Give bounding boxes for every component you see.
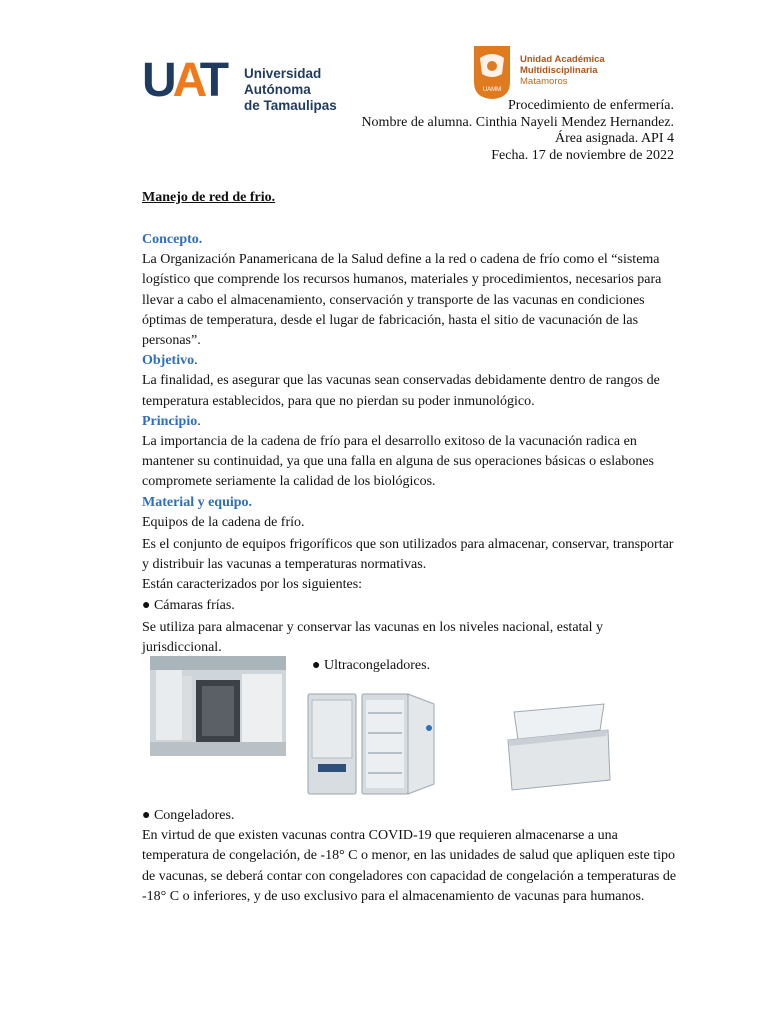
uamm-logo-text: Unidad Académica Multidisciplinaria Matamoros bbox=[520, 54, 605, 87]
objetivo-heading-line: Objetivo. bbox=[142, 353, 198, 369]
concepto-text: La Organización Panamericana de la Salud define a la red o cadena de frío como el “sistema logístico que comprende los recursos humanos, materiales y procedimientos, necesarios para llevar a cabo el almacenamiento, conservación y transporte de las vacunas en condiciones óptimas de temperatura, desde el lugar de fabricación, hasta el sitio de vacunación de las personas”. bbox=[142, 252, 662, 349]
congeladores-text: En virtud de que existen vacunas contra COVID-19 que requieren almacenarse a una temperatura de congelación, de -18° C o menor, en las unidades de salud que apliquen este tipo de vacunas, se deberá contar con congeladores con capacidad de congelación a temperaturas de -18° C o inferiores, y de uso exclusivo para el almacenamiento de vacunas para humanos. bbox=[142, 828, 677, 904]
principio-heading-line: Principio. bbox=[142, 413, 201, 429]
material-p1: Equipos de la cadena de frío. bbox=[142, 514, 305, 530]
objetivo-heading: Objetivo bbox=[142, 353, 195, 369]
cold-room-image bbox=[150, 656, 286, 756]
uat-logo-text: Universidad Autónoma de Tamaulipas bbox=[244, 66, 337, 113]
header-info bbox=[361, 98, 674, 164]
svg-text:UAMM: UAMM bbox=[482, 87, 502, 93]
principio-heading: Principio bbox=[142, 413, 198, 429]
date: Fecha. 17 de noviembre de 2022 bbox=[491, 147, 674, 163]
objetivo-text: La finalidad, es asegurar que las vacunas sean conservadas debidamente dentro de rangos de temperatura establecidos, para que no pierdan su poder inmunológico. bbox=[142, 373, 660, 409]
ultrafreezer-image bbox=[306, 680, 436, 798]
document-body bbox=[142, 230, 682, 658]
material-heading: Material y equipo. bbox=[142, 494, 253, 510]
concepto-heading: Concepto. bbox=[142, 232, 203, 247]
camaras-frias-text: Se utiliza para almacenar y conservar las vacunas en los niveles nacional, estatal y jurisdiccional. bbox=[142, 619, 604, 656]
chest-freezer-image bbox=[500, 700, 616, 792]
assigned-area: Área asignada. API 4 bbox=[555, 131, 674, 146]
uat-logo-mark: UAT bbox=[142, 54, 226, 107]
uat-logo bbox=[142, 54, 382, 113]
document-title: Manejo de red de frio. bbox=[142, 190, 276, 205]
uamm-logo bbox=[472, 44, 682, 100]
bullet-congeladores: ● Congeladores. bbox=[142, 808, 235, 823]
procedure-label: Procedimiento de enfermería. bbox=[508, 98, 674, 113]
document-body-lower bbox=[142, 806, 682, 907]
material-p2: Es el conjunto de equipos frigoríficos que son utilizados para almacenar, conservar, transportar y distribuir las vacunas a temperaturas normativas. bbox=[142, 537, 674, 573]
uamm-shield-icon bbox=[472, 44, 512, 100]
material-p3: Están caracterizados por los siguientes: bbox=[142, 577, 363, 593]
bullet-ultracongeladores: ● Ultracongeladores. bbox=[312, 658, 431, 673]
bullet-camaras-frias: ● Cámaras frías. bbox=[142, 597, 235, 613]
principio-text: La importancia de la cadena de frío para el desarrollo exitoso de la vacunación radica en mantener su continuidad, ya que una falla en alguna de sus operaciones básicas o eslabones compromete seriamente la calidad de los biológicos. bbox=[142, 434, 654, 490]
student-name: Nombre de alumna. Cinthia Nayeli Mendez Hernandez. bbox=[361, 114, 674, 130]
